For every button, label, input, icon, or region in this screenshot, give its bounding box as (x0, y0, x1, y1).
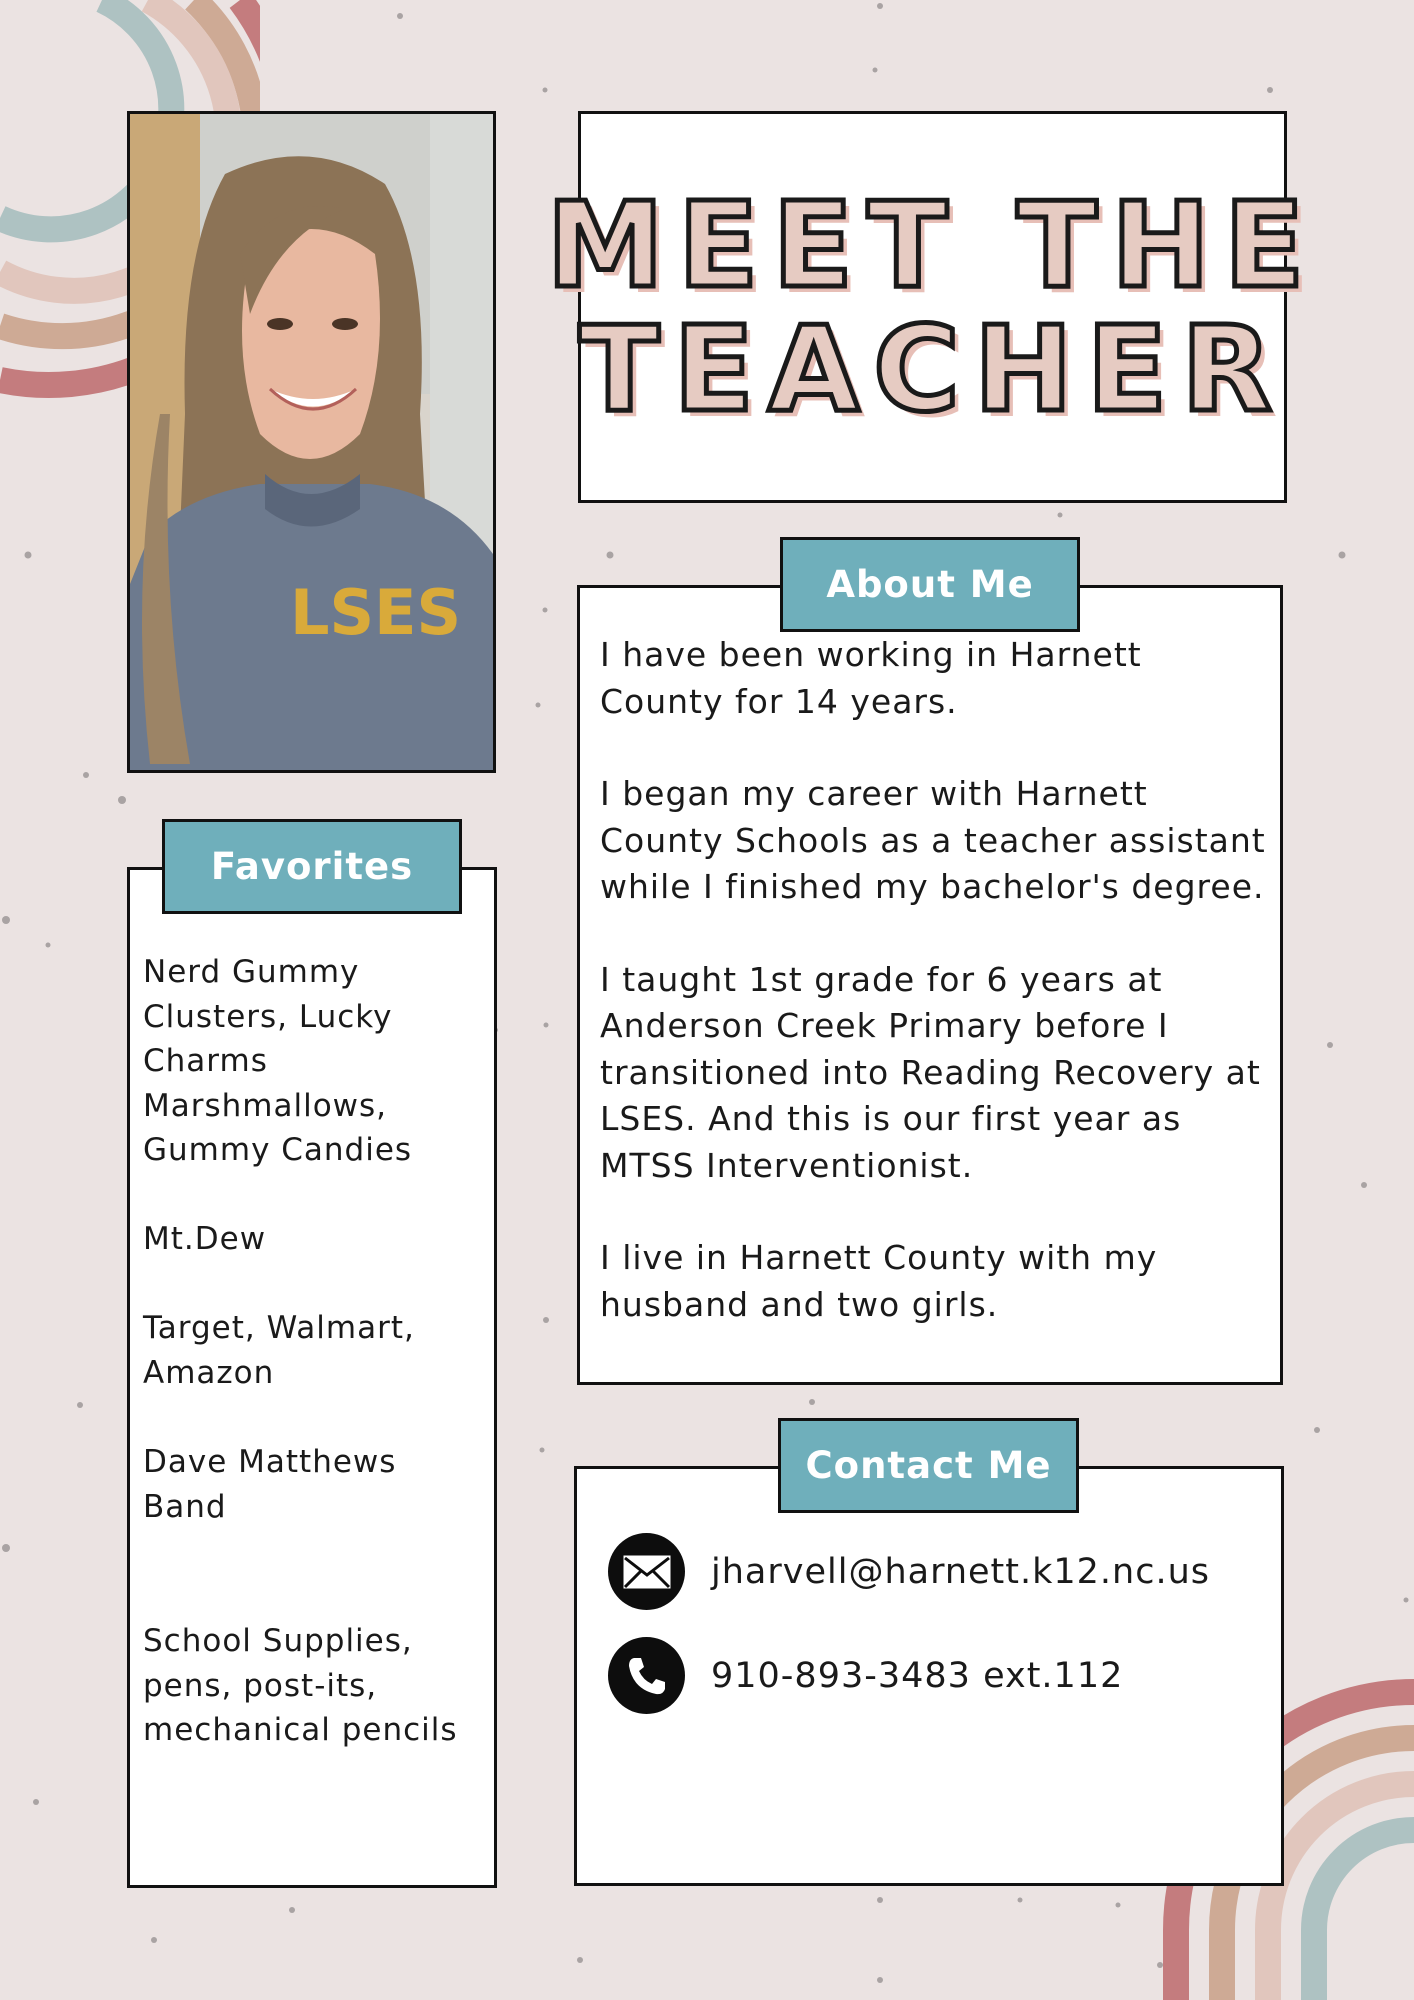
envelope-icon (608, 1533, 685, 1610)
favorite-snacks: Nerd Gummy Clusters, Lucky Charms Marshmallows, Gummy Candies (143, 954, 413, 1168)
email-link[interactable]: jharvell@harnett.k12.nc.us (711, 1551, 1211, 1592)
about-heading: About Me (780, 537, 1080, 632)
contact-heading: Contact Me (778, 1418, 1079, 1513)
favorites-list (143, 950, 488, 1753)
about-paragraph-4: I live in Harnett County with my husband and two girls. (600, 1238, 1158, 1324)
contact-phone-row (608, 1637, 1123, 1714)
shirt-text: LSES (290, 576, 462, 649)
title-line-1: MEET THE (546, 176, 1319, 314)
favorite-stores: Target, Walmart, Amazon (143, 1310, 415, 1391)
title-line-2: TEACHER (578, 300, 1287, 438)
about-paragraph-1: I have been working in Harnett County for 14 years. (600, 635, 1142, 721)
favorite-drink: Mt.Dew (143, 1220, 267, 1257)
teacher-photo (127, 111, 496, 773)
phone-icon (608, 1637, 685, 1714)
about-paragraph-2: I began my career with Harnett County Schools as a teacher assistant while I finished my bachelor's degree. (600, 774, 1266, 906)
favorites-heading: Favorites (162, 819, 462, 914)
favorite-supplies: School Supplies, pens, post-its, mechanical pencils (143, 1623, 458, 1748)
phone-number[interactable]: 910-893-3483 ext.112 (711, 1655, 1124, 1696)
favorite-band: Dave Matthews Band (143, 1444, 397, 1525)
about-text (600, 632, 1270, 1328)
title-banner (546, 111, 1319, 503)
about-paragraph-3: I taught 1st grade for 6 years at Anderson Creek Primary before I transitioned into Reading Recovery at LSES. And this is our first year as MTSS Interventionist. (600, 959, 1261, 1185)
teacher-portrait (130, 114, 493, 770)
contact-email-row (608, 1533, 1210, 1610)
